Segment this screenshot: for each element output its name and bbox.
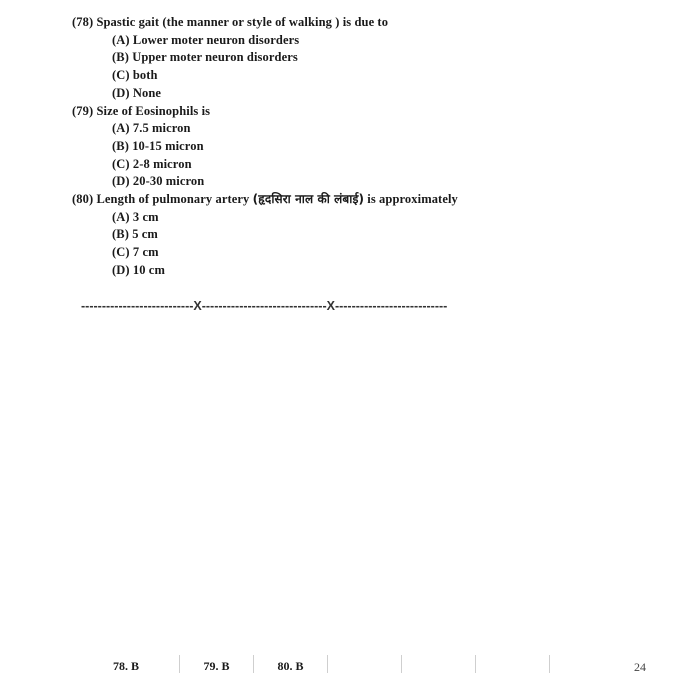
option-b: (B) 10-15 micron [112,138,204,153]
question-text-prefix: (80) Length of pulmonary artery [72,192,253,207]
option-b: (B) 5 cm [112,227,158,242]
question-text: (79) Size of Eosinophils is [72,103,211,118]
answer-cell: 79. B [180,655,254,673]
answer-cell [328,655,402,673]
question-block-80 [72,191,632,280]
question-list [72,14,632,280]
question-text-suffix: is approximately [364,192,458,207]
answer-cell: 80. B [254,655,328,673]
answer-cell [476,655,550,673]
option-b: (B) Upper moter neuron disorders [112,50,298,65]
section-separator: ---------------------------X------------------------------X--------------------------- [81,299,448,313]
question-text [72,191,632,209]
option-a: (A) Lower moter neuron disorders [112,32,300,47]
question-text-hindi: (हृदसिरा नाल की लंबाई) [252,192,365,207]
answer-key-strip [30,655,630,673]
option-d: (D) None [112,85,162,100]
question-text: (78) Spastic gait (the manner or style of walking ) is due to [72,15,389,29]
option-d: (D) 20-30 micron [112,174,205,189]
answer-cell: 78. B [30,655,180,673]
option-d: (D) 10 cm [112,262,165,277]
option-c: (C) 7 cm [112,245,159,260]
page-number: 24 [634,660,646,674]
option-a: (A) 7.5 micron [112,121,191,136]
option-c: (C) 2-8 micron [112,156,192,171]
question-block-79 [72,103,632,192]
option-c: (C) both [112,68,158,83]
question-block-78 [72,14,632,103]
answer-cell [402,655,476,673]
option-a: (A) 3 cm [112,209,159,224]
